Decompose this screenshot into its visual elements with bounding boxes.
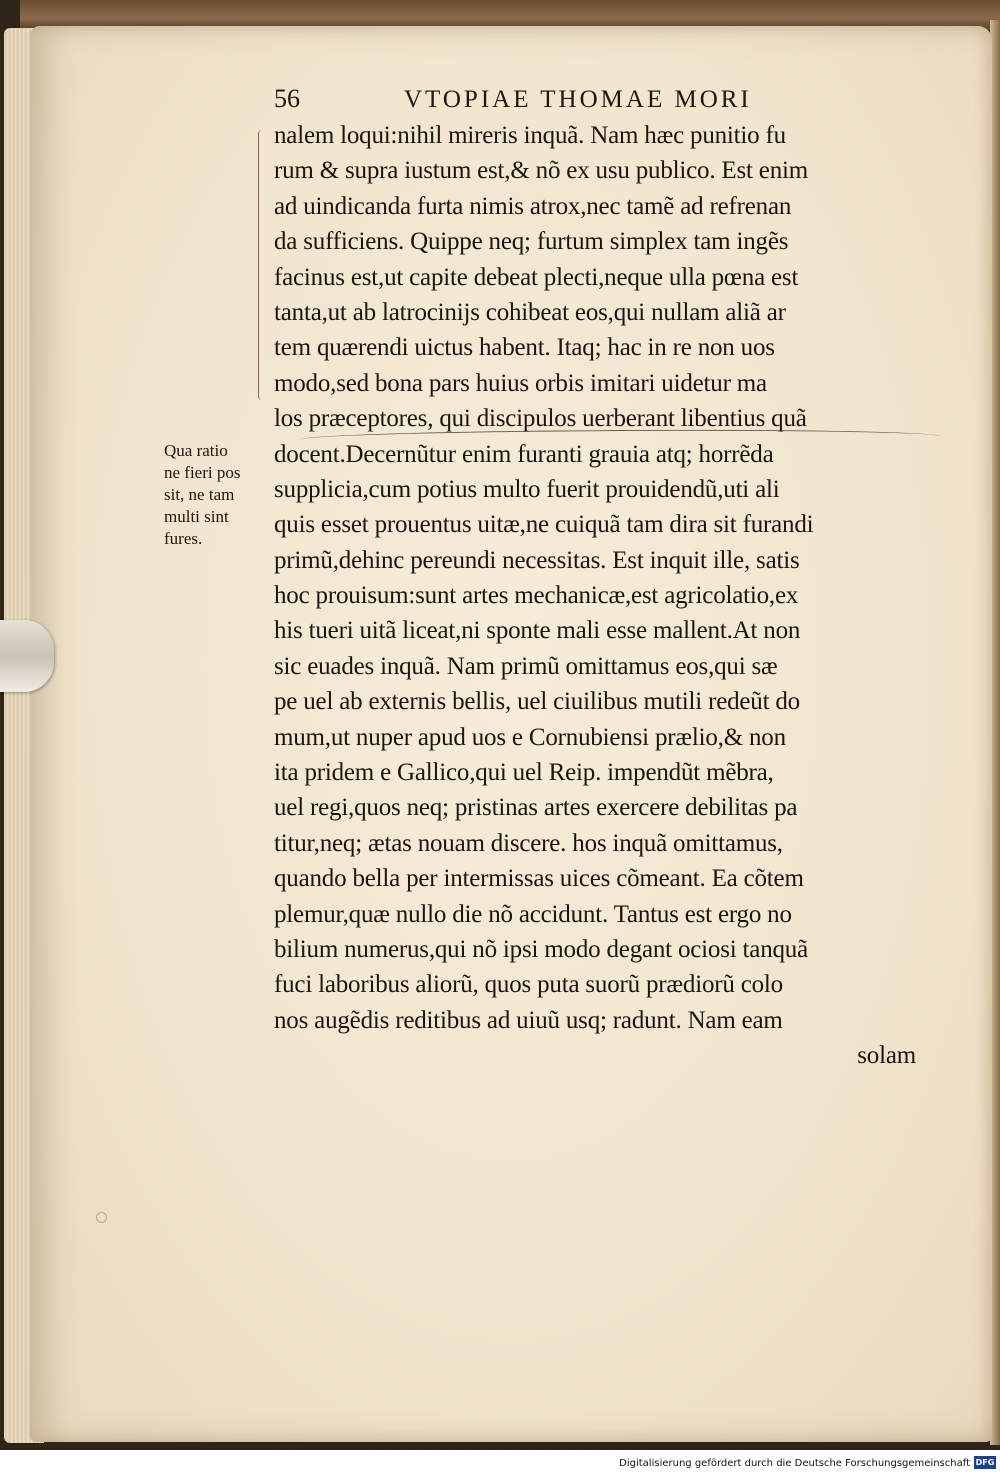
- text-line: tanta,ut ab latrocinijs cohibeat eos,qui nullam aliã ar: [274, 298, 786, 326]
- text-line: facinus est,ut capite debeat plecti,neque ulla pœna est: [274, 263, 799, 291]
- text-line: quis esset prouentus uitæ,ne cuiquã tam dira sit furandi: [274, 511, 814, 539]
- text-line: supplicia,cum potius multo fuerit prouidendũ,uti ali: [274, 475, 780, 503]
- catchword: solam: [857, 1042, 916, 1070]
- text-line: nos augẽdis reditibus ad uiuũ usq; radunt. Nam eam: [274, 1006, 783, 1034]
- text-line: ita pridem e Gallico,qui uel Reip. impendũt mẽbra,: [274, 759, 774, 787]
- text-line: mum,ut nuper apud uos e Cornubiensi prælio,& non: [274, 723, 786, 751]
- text-line: uel regi,quos neq; pristinas artes exercere debilitas pa: [274, 794, 798, 822]
- margin-note-line: multi sint: [164, 507, 229, 526]
- page-clip: [0, 620, 54, 692]
- text-line: hoc prouisum:sunt artes mechanicæ,est agricolatio,ex: [274, 582, 799, 610]
- text-line: da sufficiens. Quippe neq; furtum simplex tam ingẽs: [274, 228, 789, 256]
- margin-note: [164, 440, 274, 550]
- text-line: titur,neq; ætas nouam discere. hos inquã omittamus,: [274, 829, 783, 857]
- funding-credit: Digitalisierung gefördert durch die Deutsche Forschungsgemeinschaft: [619, 1458, 970, 1469]
- text-line: los præceptores, qui discipulos uerberant libentius quã: [274, 405, 807, 433]
- text-line: nalem loqui:nihil mireris inquã. Nam hæc punitio fu: [274, 122, 786, 149]
- text-line: ad uindicanda furta nimis atrox,nec tamẽ ad refrenan: [274, 192, 792, 220]
- page-number: 56: [274, 84, 300, 113]
- text-line: rum & supra iustum est,& nõ ex usu publico. Est enim: [274, 157, 808, 185]
- pen-margin-mark: [258, 130, 267, 400]
- text-line: fuci laboribus aliorũ, quos puta suorũ prædiorũ colo: [274, 971, 783, 999]
- body-text: [274, 118, 924, 1074]
- text-line: bilium numerus,qui nõ ipsi modo degant ociosi tanquã: [274, 935, 808, 963]
- margin-note-line: fures.: [164, 529, 203, 548]
- dfg-logo: DFG: [975, 1458, 995, 1467]
- text-line: pe uel ab externis bellis, uel ciuilibus mutili redeũt do: [274, 688, 800, 716]
- running-head: [274, 84, 834, 114]
- text-line: docent.Decernũtur enim furanti grauia atq; horrẽda: [274, 440, 774, 468]
- text-line: tem quærendi uictus habent. Itaq; hac in re non uos: [274, 334, 775, 362]
- running-title: VTOPIAE THOMAE MORI: [404, 86, 752, 113]
- margin-note-line: Qua ratio: [164, 441, 228, 460]
- margin-note-line: ne fieri pos: [164, 463, 241, 482]
- text-line: sic euades inquã. Nam primũ omittamus eos,qui sæ: [274, 652, 778, 680]
- footer-bar: [0, 1450, 1000, 1476]
- text-line: quando bella per intermissas uices cõmeant. Ea cõtem: [274, 865, 804, 893]
- foxing-mark: [96, 1212, 107, 1223]
- text-line: modo,sed bona pars huius orbis imitari uidetur ma: [274, 369, 767, 397]
- margin-note-line: sit, ne tam: [164, 485, 235, 504]
- text-line: plemur,quæ nullo die nõ accidunt. Tantus est ergo no: [274, 900, 792, 928]
- text-line: his tueri uitã liceat,ni sponte mali esse mallent.At non: [274, 617, 801, 645]
- text-line: primũ,dehinc pereundi necessitas. Est inquit ille, satis: [274, 546, 800, 574]
